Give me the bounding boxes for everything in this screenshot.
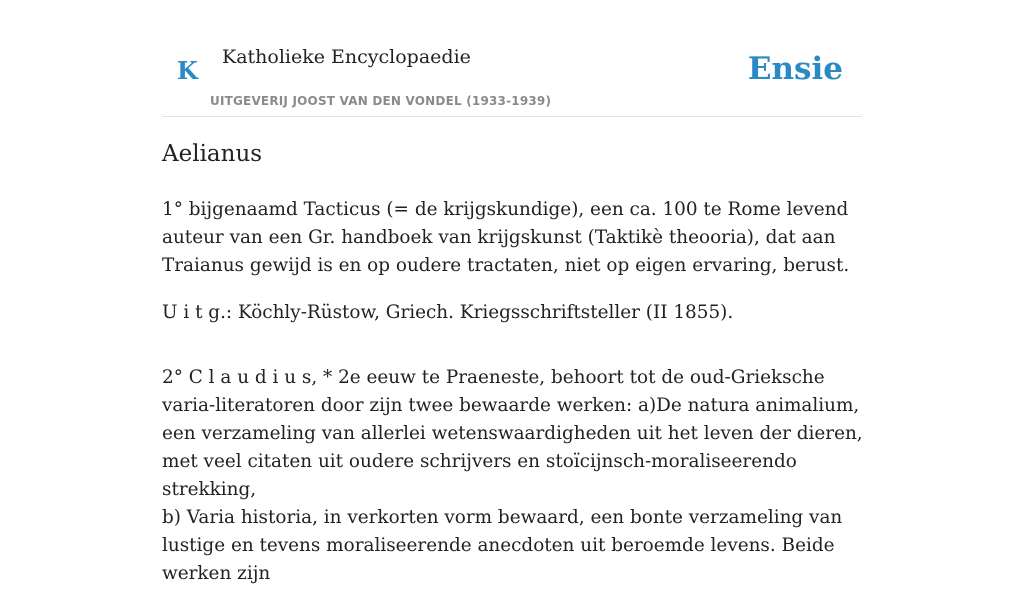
site-logo[interactable]: K — [177, 56, 198, 85]
article-paragraph: 2° C l a u d i u s, * 2e eeuw te Praeneste, behoort tot de oud-Grieksche varia-literatoren door zijn twee bewaarde werken: a)De natura animalium, een verzameling van allerlei wetenswaardigheden uit het leven der dieren, met veel citaten uit oudere schrijvers en stoïcijnsch-moraliseerendo strekking, — [162, 367, 863, 500]
article-paragraph: 1° bijgenaamd Tacticus (= de krijgskundige), een ca. 100 te Rome levend auteur van een Gr. handboek van krijgskunst (Taktikè theooria), dat aan Traianus gewijd is en op oudere tractaten, niet op eigen ervaring, berust. — [162, 199, 850, 276]
article-paragraph: b) Varia historia, in verkorten vorm bewaard, een bonte verzameling van lustige en tevens moraliseerende anecdoten uit beroemde levens. Beide werken zijn — [162, 507, 843, 584]
article-title: Aelianus — [162, 141, 263, 167]
site-subtitle: UITGEVERIJ JOOST VAN DEN VONDEL (1933-1939) — [210, 94, 552, 108]
article — [162, 138, 874, 607]
site-header — [162, 0, 862, 117]
site-title[interactable]: Katholieke Encyclopaedie — [222, 46, 471, 68]
article-paragraph: U i t g.: Köchly-Rüstow, Griech. Kriegsschriftsteller (II 1855). — [162, 302, 734, 323]
ensie-brand-logo[interactable]: Ensie — [747, 51, 843, 87]
